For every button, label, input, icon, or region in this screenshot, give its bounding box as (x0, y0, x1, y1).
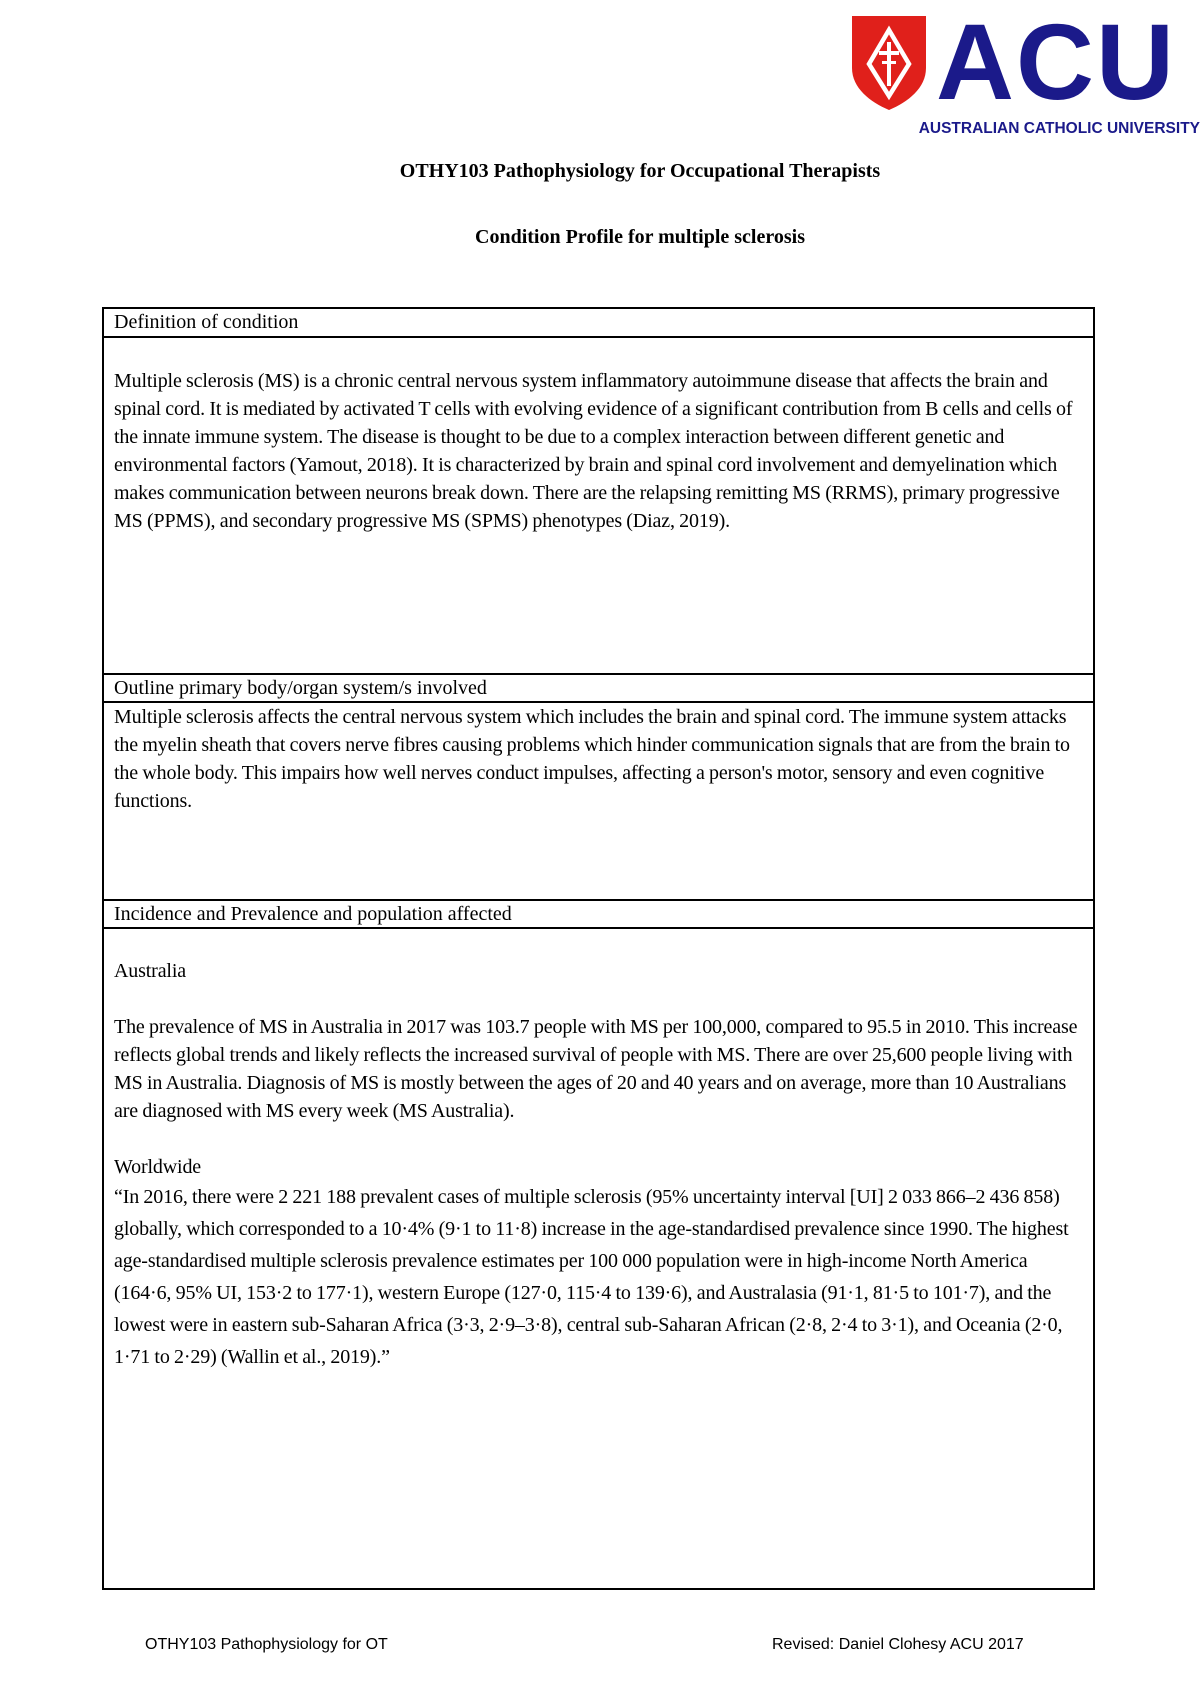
footer-course: OTHY103 Pathophysiology for OT (145, 1636, 388, 1653)
logo-subtitle: AUSTRALIAN CATHOLIC UNIVERSITY (918, 120, 1200, 137)
incidence-body (114, 957, 1085, 1373)
body-systems-heading: Outline primary body/organ system/s involved (104, 675, 1093, 703)
worldwide-label: Worldwide (114, 1156, 202, 1178)
australia-label: Australia (114, 960, 186, 982)
definition-heading: Definition of condition (104, 309, 1093, 338)
profile-title: Condition Profile for multiple sclerosis (475, 226, 805, 248)
footer-revised: Revised: Daniel Clohesy ACU 2017 (772, 1636, 1024, 1653)
course-title: OTHY103 Pathophysiology for Occupational Therapists (399, 160, 881, 182)
acu-logo (852, 1, 1200, 141)
logo-wordmark: ACU (936, 1, 1176, 122)
worldwide-paragraph: “In 2016, there were 2 221 188 prevalent cases of multiple sclerosis (95% uncertainty interval [UI] 2 033 866–2 436 858) globally, which corresponded to a 10·4% (9·1 to 11·8) increase in the age-standardised prevalence since 1990. The highest age-standardised multiple sclerosis prevalence estimates per 100 000 population were in high-income North America (164·6, 95% UI, 153·2 to 177·1), western Europe (127·0, 115·4 to 139·6), and Australasia (91·1, 81·5 to 101·7), and the lowest were in eastern sub-Saharan Africa (3·3, 2·9–3·8), central sub-Saharan African (2·8, 2·4 to 3·1), and Oceania (2·0, 1·71 to 2·29) (Wallin et al., 2019).” (114, 1186, 1069, 1368)
australia-paragraph: The prevalence of MS in Australia in 2017 was 103.7 people with MS per 100,000, compared to 95.5 in 2010. This increase reflects global trends and likely reflects the increased survival of people with MS. There are over 25,600 people living with MS in Australia. Diagnosis of MS is mostly between the ages of 20 and 40 years and on average, more than 10 Australians are diagnosed with MS every week (MS Australia). (114, 1016, 1078, 1122)
definition-body (114, 367, 1085, 535)
body-systems-body (114, 703, 1085, 815)
body-systems-paragraph: Multiple sclerosis affects the central nervous system which includes the brain and spinal cord. The immune system attacks the myelin sheath that covers nerve fibres causing problems which hinder communication signals that are from the brain to the whole body. This impairs how well nerves conduct impulses, affecting a person's motor, sensory and even cognitive functions. (114, 706, 1070, 812)
condition-profile-table (102, 307, 1095, 1590)
incidence-heading: Incidence and Prevalence and population affected (104, 901, 1093, 929)
definition-paragraph: Multiple sclerosis (MS) is a chronic central nervous system inflammatory autoimmune disease that affects the brain and spinal cord. It is mediated by activated T cells with evolving evidence of a significant contribution from B cells and cells of the innate immune system. The disease is thought to be due to a complex interaction between different genetic and environmental factors (Yamout, 2018). It is characterized by brain and spinal cord involvement and demyelination which makes communication between neurons break down. There are the relapsing remitting MS (RRMS), primary progressive MS (PPMS), and secondary progressive MS (SPMS) phenotypes (Diaz, 2019). (114, 370, 1073, 532)
shield-cross-icon (852, 16, 926, 110)
